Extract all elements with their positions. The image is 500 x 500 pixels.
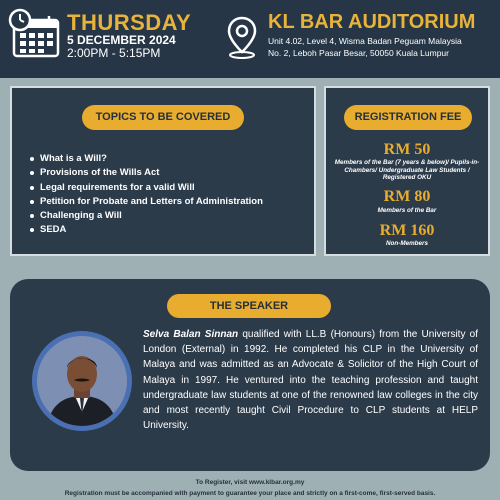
topic-item: Challenging a Will	[28, 209, 263, 223]
venue-name: KL BAR AUDITORIUM	[268, 11, 476, 33]
fee-description: Members of the Bar	[377, 207, 437, 214]
topic-item: Petition for Probate and Letters of Administration	[28, 195, 263, 209]
fee-amount: RM 50	[383, 141, 431, 158]
registration-fee-panel	[324, 86, 490, 256]
map-pin-icon	[224, 14, 260, 60]
topics-heading: TOPICS TO BE COVERED	[82, 105, 244, 130]
event-day: THURSDAY	[67, 10, 192, 35]
topic-item: Provisions of the Wills Act	[28, 166, 263, 180]
speaker-section	[10, 279, 490, 471]
fee-amount: RM 80	[383, 188, 431, 205]
topics-panel	[10, 86, 316, 256]
fee-description: Members of the Bar (7 years & below)/ Pupils-in-Chambers/ Undergraduate Law Students / Registered OKU	[334, 159, 480, 181]
topic-list	[28, 152, 263, 238]
calendar-clock-icon	[8, 8, 62, 60]
topic-item: What is a Will?	[28, 152, 263, 166]
address-line-2: No. 2, Leboh Pasar Besar, 50050 Kuala Lumpur	[268, 48, 449, 58]
speaker-portrait-icon	[37, 336, 127, 426]
speaker-bio	[143, 327, 478, 433]
address-line-1: Unit 4.02, Level 4, Wisma Badan Peguam Malaysia	[268, 36, 462, 46]
register-instruction: To Register, visit www.klbar.org.my	[195, 479, 305, 486]
venue-address	[268, 35, 462, 59]
speaker-photo-frame	[32, 331, 132, 431]
topic-item: SEDA	[28, 223, 263, 237]
event-date: 5 DECEMBER 2024	[67, 33, 176, 47]
fee-description: Non-Members	[386, 240, 428, 247]
speaker-photo	[37, 336, 127, 426]
fee-heading: REGISTRATION FEE	[344, 105, 472, 130]
speaker-name: Selva Balan Sinnan	[143, 329, 239, 340]
speaker-heading: THE SPEAKER	[167, 294, 331, 318]
event-time: 2:00PM - 5:15PM	[67, 46, 161, 60]
registration-note: Registration must be accompanied with payment to guarantee your place and strictly on a first-come, first-served basis.	[64, 490, 436, 497]
topic-item: Legal requirements for a valid Will	[28, 181, 263, 195]
fee-amount: RM 160	[379, 222, 435, 239]
speaker-bio-text: qualified with LL.B (Honours) from the University of London (External) in 1992. He completed his CLP in the University of Malaya and was admitted as an Advocate & Solicitor of the High Court of Malaya in 1997. He ventured into the teaching profession and taught undergraduate law students at one of the renowned law colleges in the city and most recently taught Civil Procedure to CLP students at HELP University.	[143, 329, 478, 432]
event-header	[0, 0, 500, 78]
